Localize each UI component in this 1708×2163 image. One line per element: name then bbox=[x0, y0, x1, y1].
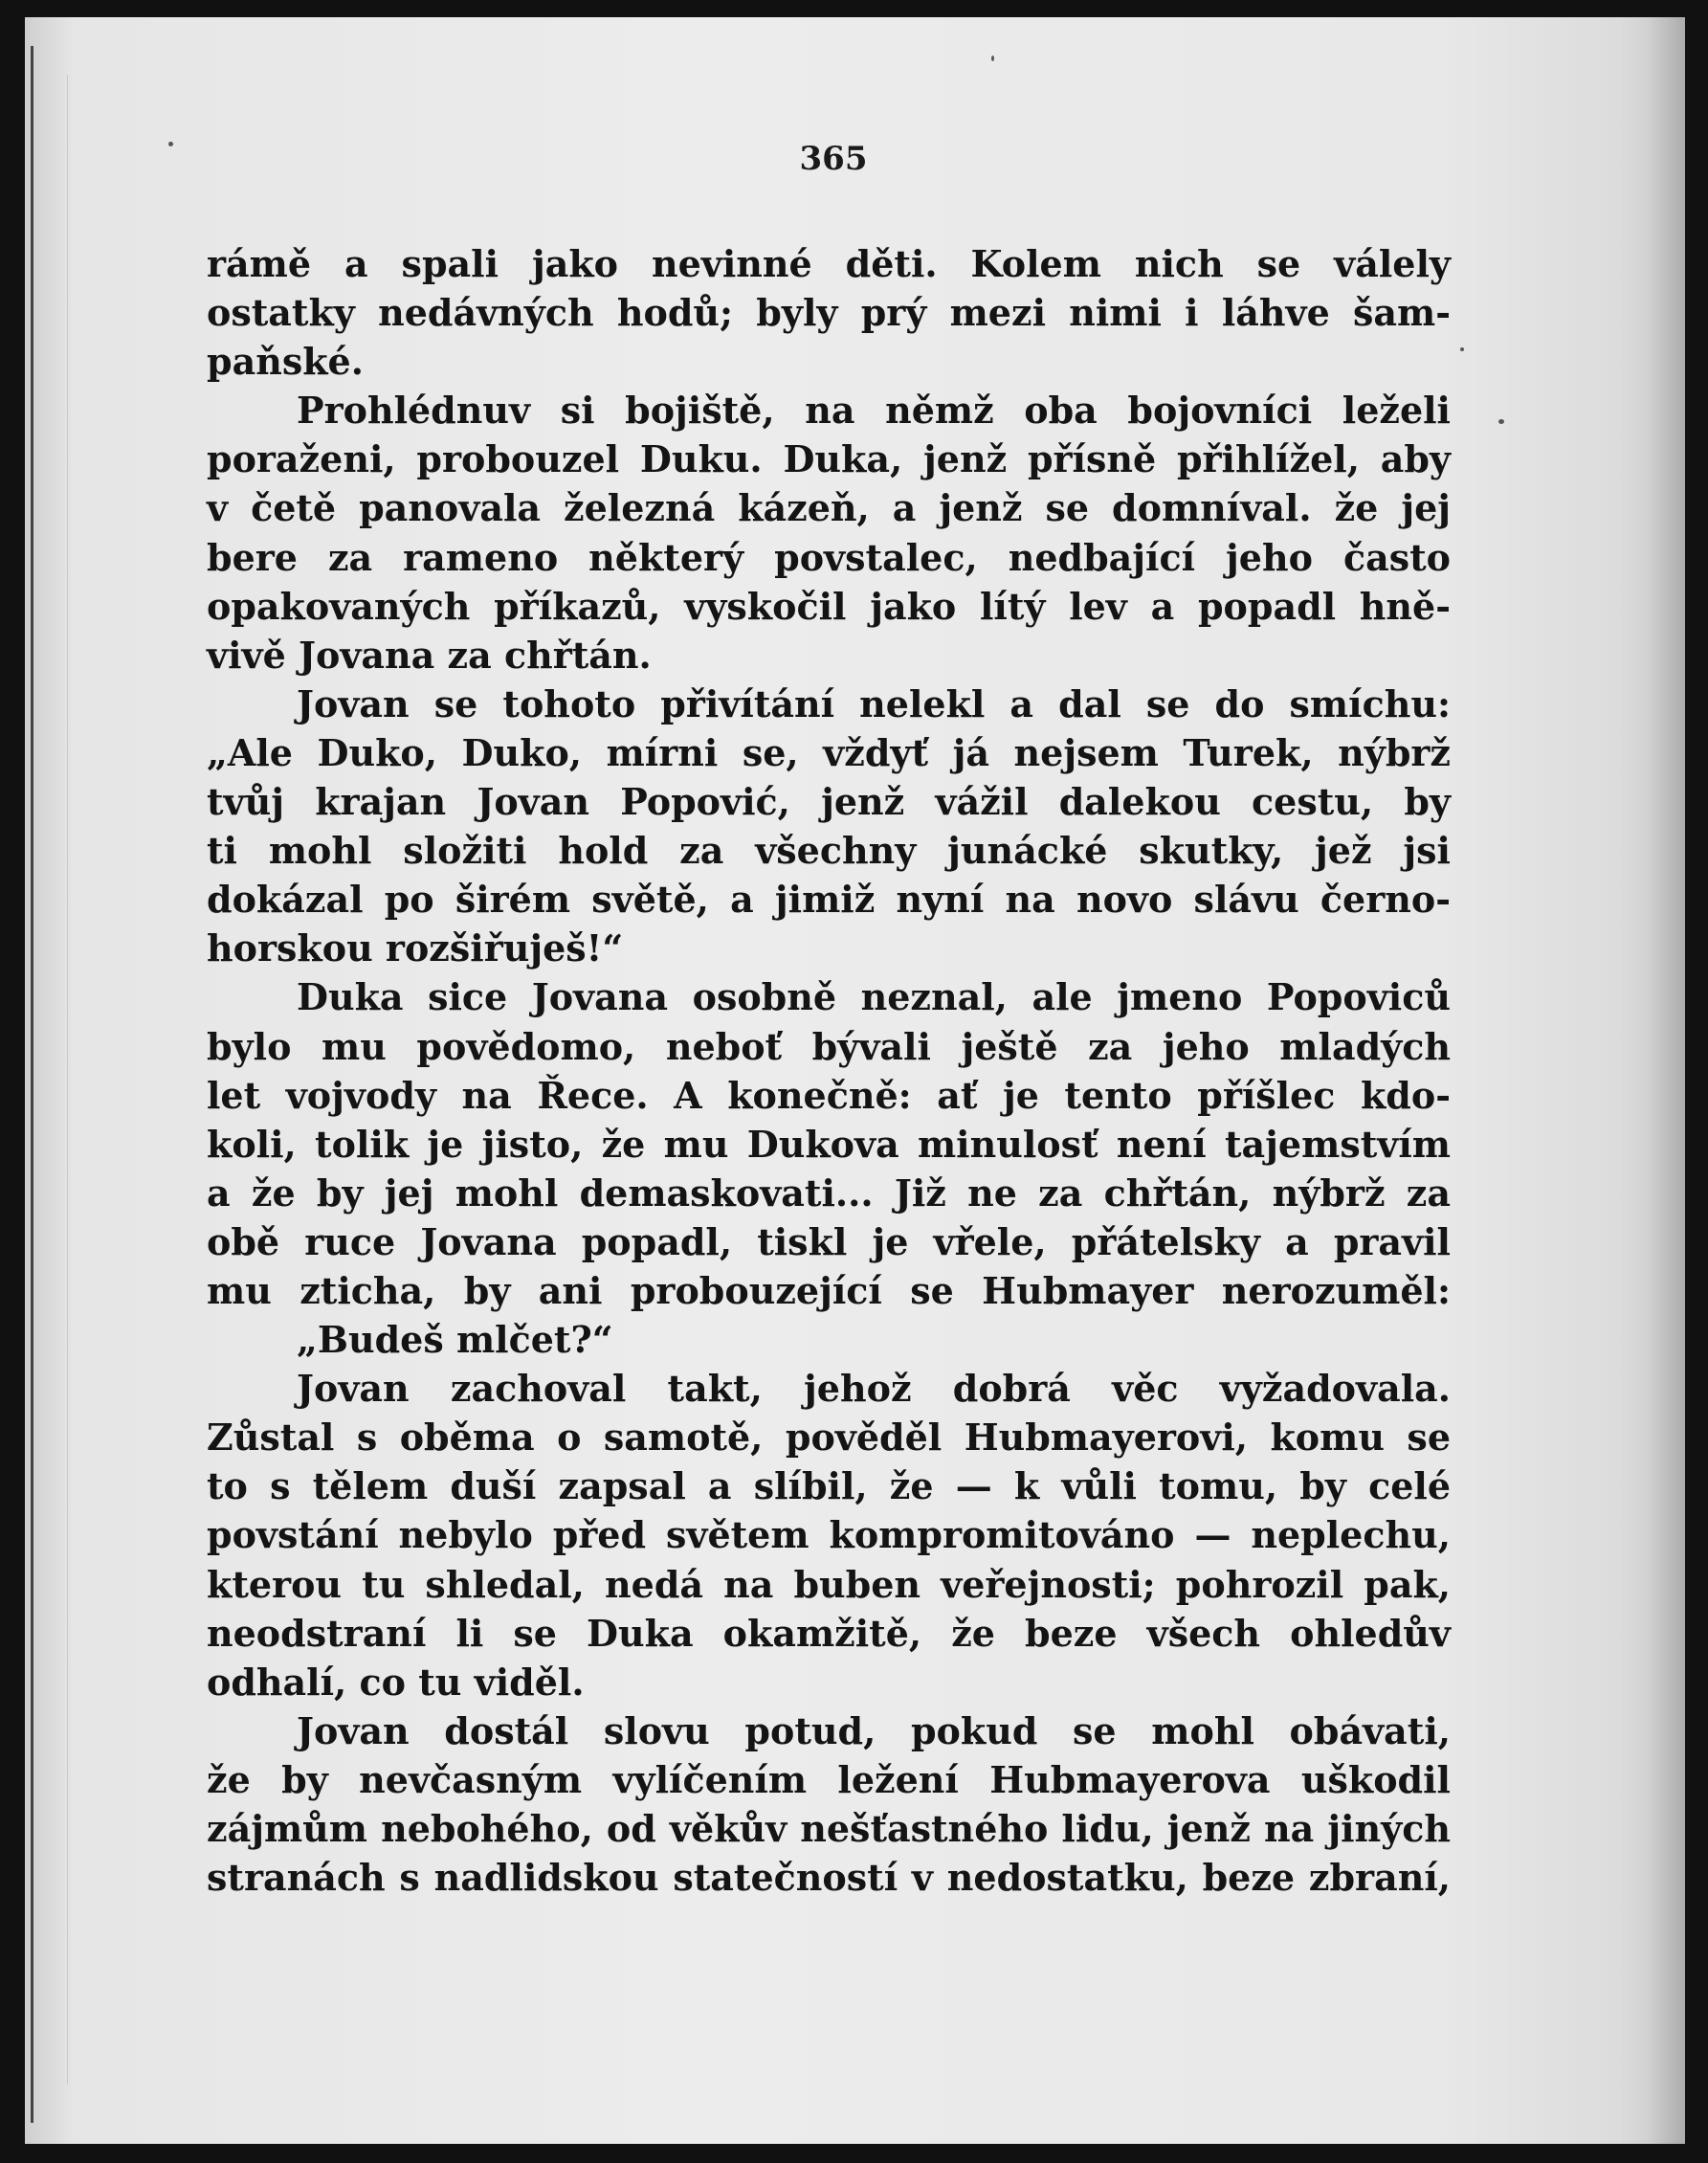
text-line: bylo mu povědomo, neboť bývali ještě za jeho mladých bbox=[207, 1024, 1451, 1068]
page-left-edge-shadow bbox=[31, 46, 33, 2123]
text-line: rámě a spali jako nevinné děti. Kolem nich se válely bbox=[207, 242, 1451, 285]
text-line: bere za rameno některý povstalec, nedbající jeho často bbox=[207, 535, 1451, 579]
text-line: mu zticha, by ani probouzející se Hubmayer nerozuměl: bbox=[207, 1268, 1451, 1312]
page-right-edge-shadow bbox=[1647, 17, 1685, 2144]
dust-speck bbox=[168, 142, 173, 146]
text-line: tvůj krajan Jovan Popović, jenž vážil dalekou cestu, by bbox=[207, 780, 1451, 824]
text-line: obě ruce Jovana popadl, tiskl je vřele, přátelsky a pravil bbox=[207, 1219, 1451, 1263]
text-line: Zůstal s oběma o samotě, pověděl Hubmayerovi, komu se bbox=[207, 1416, 1451, 1460]
text-line: „Ale Duko, Duko, mírni se, vždyť já nejsem Turek, nýbrž bbox=[207, 730, 1451, 774]
dust-speck bbox=[991, 56, 994, 61]
book-page bbox=[25, 17, 1685, 2144]
text-line: Jovan zachoval takt, jehož dobrá věc vyžadovala. bbox=[297, 1367, 1451, 1411]
body-text bbox=[207, 239, 1451, 1902]
text-line: neodstraní li se Duka okamžitě, že beze všech ohledův bbox=[207, 1611, 1451, 1655]
page-binding-line bbox=[67, 75, 68, 2085]
text-line: dokázal po širém světě, a jimiž nyní na novo slávu černo- bbox=[207, 878, 1451, 922]
text-line: Jovan se tohoto přivítání nelekl a dal se do smíchu: bbox=[297, 681, 1451, 725]
text-line: Duka sice Jovana osobně neznal, ale jmeno Popoviců bbox=[297, 975, 1451, 1019]
text-line: Prohlédnuv si bojiště, na němž oba bojovníci leželi bbox=[297, 389, 1451, 433]
text-line: a že by jej mohl demaskovati... Již ne za chřtán, nýbrž za bbox=[207, 1171, 1451, 1215]
text-line: horskou rozšiřuješ!“ bbox=[207, 926, 624, 970]
page-number: 365 bbox=[799, 140, 868, 178]
text-line: let vojvody na Řece. A konečně: ať je tento příšlec kdo- bbox=[207, 1073, 1451, 1117]
dust-speck bbox=[1460, 347, 1464, 351]
text-line: povstání nebylo před světem kompromitováno — neplechu, bbox=[207, 1513, 1451, 1557]
text-line: vivě Jovana za chřtán. bbox=[207, 633, 652, 677]
text-line: kterou tu shledal, nedá na buben veřejnosti; pohrozil pak, bbox=[207, 1562, 1451, 1606]
text-line: koli, tolik je jisto, že mu Dukova minulosť není tajemstvím bbox=[207, 1122, 1451, 1166]
dust-speck bbox=[1498, 419, 1504, 424]
text-line: to s tělem duší zapsal a slíbil, že — k vůli tomu, by celé bbox=[207, 1464, 1451, 1508]
text-line: opakovaných příkazů, vyskočil jako lítý lev a popadl hně- bbox=[207, 584, 1451, 628]
text-line: zájmům nebohého, od věkův nešťastného lidu, jenž na jiných bbox=[207, 1807, 1451, 1850]
text-line: poraženi, probouzel Duku. Duka, jenž přísně přihlížel, aby bbox=[207, 437, 1451, 481]
text-line: paňské. bbox=[207, 340, 364, 384]
text-line: „Budeš mlčet?“ bbox=[297, 1318, 613, 1362]
text-line: ostatky nedávných hodů; byly prý mezi nimi i láhve šam- bbox=[207, 291, 1451, 335]
text-line: odhalí, co tu viděl. bbox=[207, 1660, 585, 1704]
text-line: v četě panovala železná kázeň, a jenž se domníval. že jej bbox=[207, 486, 1451, 530]
text-line: ti mohl složiti hold za všechny junácké skutky, jež jsi bbox=[207, 829, 1451, 873]
text-line: že by nevčasným vylíčením ležení Hubmayerova uškodil bbox=[207, 1757, 1451, 1801]
text-line: stranách s nadlidskou statečností v nedostatku, beze zbraní, bbox=[207, 1856, 1451, 1900]
text-line: Jovan dostál slovu potud, pokud se mohl obávati, bbox=[297, 1708, 1451, 1752]
